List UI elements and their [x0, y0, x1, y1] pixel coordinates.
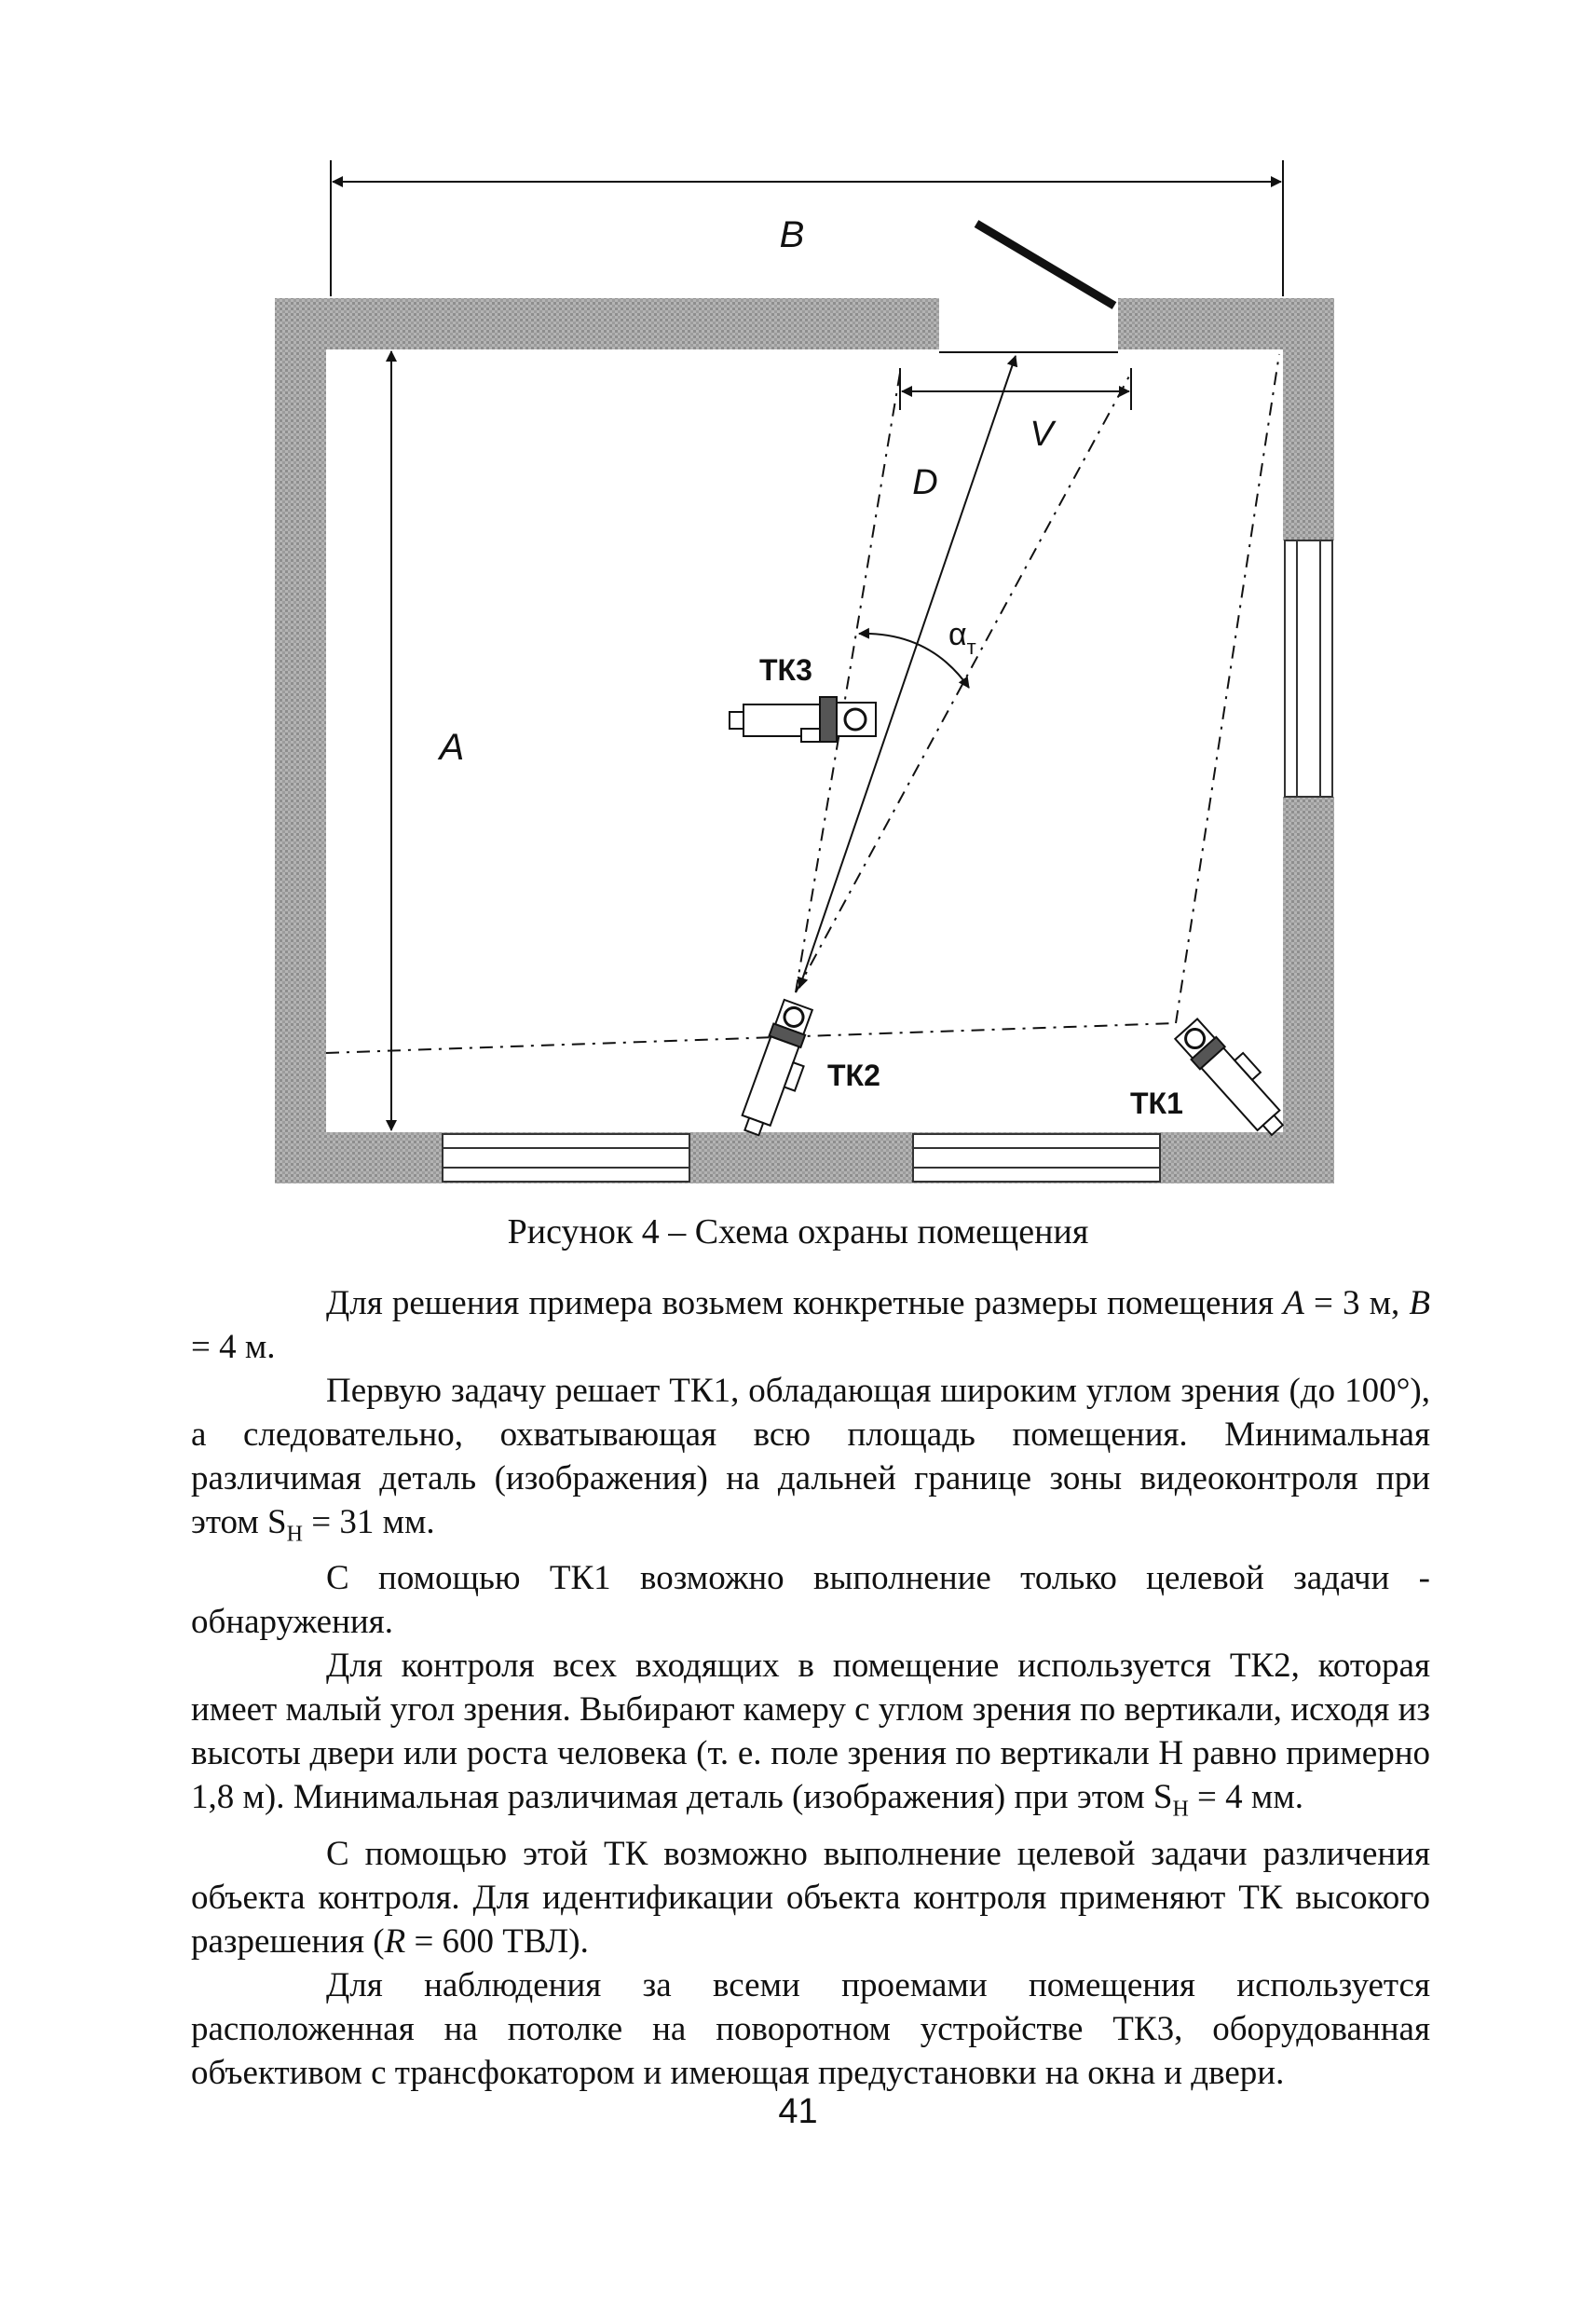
label-tk3: ТК3 — [759, 653, 812, 687]
dimension-b — [331, 160, 1283, 296]
paragraph-6: Для наблюдения за всеми проемами помещения используется расположенная на потолке на поворотном устройстве ТК3, оборудованная объективом с трансфокатором и имеющая предустановки на окна и двери. — [191, 1965, 1430, 2092]
label-tk2: ТК2 — [827, 1059, 880, 1092]
figure-caption: Рисунок 4 – Схема охраны помещения — [507, 1212, 1089, 1251]
label-d: D — [912, 463, 938, 502]
body-text — [191, 1281, 1430, 2095]
page-number: 41 — [778, 2092, 818, 2131]
wall-top-left — [275, 298, 939, 349]
camera-tk3 — [730, 697, 876, 742]
dimension-v — [900, 352, 1131, 410]
paragraph-2: Первую задачу решает ТК1, обладающая широким углом зрения (до 100°), а следовательно, охватывающая всю площадь помещения. Минимальная различимая деталь (изображения) на дальней границе зоны видеоконтроля при этом $S_Н = 31$ мм. — [191, 1372, 1430, 1547]
camera-tk1 — [1174, 1011, 1297, 1141]
angle-subscript: т — [966, 636, 976, 659]
label-b: B — [779, 214, 805, 255]
camera-tk2 — [736, 999, 823, 1142]
door-leaf — [976, 224, 1114, 306]
paragraph-1: Для решения примера возьмем конкретные размеры помещения A = 3 м, B = 4 м. — [191, 1284, 1431, 1366]
label-v: V — [1030, 415, 1054, 454]
angle-symbol: α — [948, 617, 967, 652]
window-bottom-right — [913, 1134, 1160, 1182]
window-bottom-left — [443, 1134, 689, 1182]
label-tk1: ТК1 — [1130, 1087, 1183, 1120]
label-angle — [948, 617, 976, 659]
paragraph-5: С помощью этой ТК возможно выполнение целевой задачи различения объекта контроля. Для идентификации объекта контроля применяют ТК высокого разрешения (R = 600 ТВЛ). — [191, 1834, 1430, 1961]
wall-right-upper — [1283, 298, 1334, 540]
paragraph-3: С помощью ТК1 возможно выполнение только целевой задачи - обнаружения. — [191, 1559, 1430, 1642]
wall-right-lower — [1283, 797, 1334, 1183]
label-a: A — [439, 727, 465, 768]
wall-bottom — [275, 1132, 1334, 1183]
wall-left — [275, 298, 326, 1183]
window-right — [1285, 540, 1332, 797]
paragraph-4: Для контроля всех входящих в помещение используется ТК2, которая имеет малый угол зрения. Выбирают камеру с углом зрения по вертикали, исходя из высоты двери или роста человека (т. е. поле зрения по вертикали H равно примерно 1,8 м). Минимальная различимая деталь (изображения) при этом $S_Н = 4$ мм. — [191, 1647, 1430, 1822]
tk2-view-cone — [796, 356, 1131, 992]
